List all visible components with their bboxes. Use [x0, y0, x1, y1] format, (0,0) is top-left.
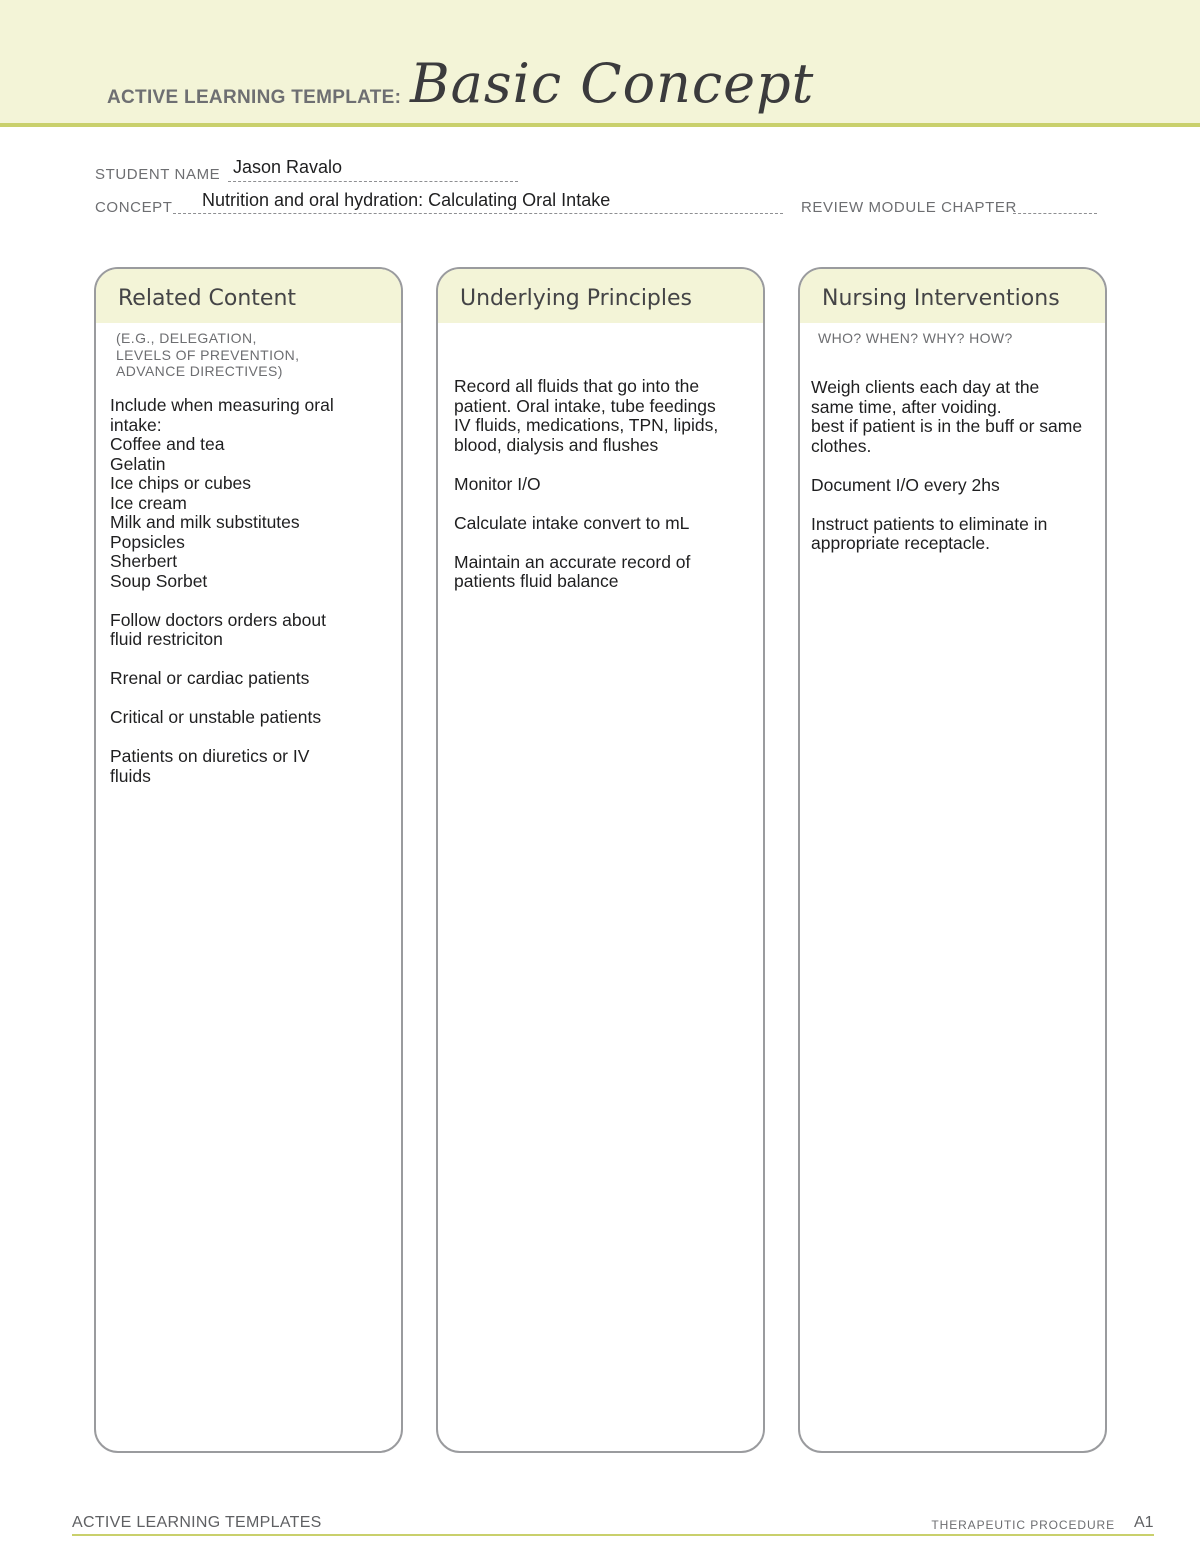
student-name-line — [228, 181, 518, 182]
concept-label: CONCEPT — [95, 199, 173, 216]
header-rule — [0, 123, 1200, 127]
subtitle-line: LEVELS OF PREVENTION, — [116, 346, 300, 363]
nursing-interventions-subtitle: WHO? WHEN? WHY? HOW? — [818, 330, 1013, 346]
principles-paragraph: Monitor I/O — [454, 473, 541, 494]
related-content-title: Related Content — [118, 286, 297, 311]
principles-paragraph: Calculate intake convert to mL — [454, 512, 690, 533]
footer-page-number: A1 — [1134, 1514, 1154, 1531]
interventions-paragraph: Weigh clients each day at the same time, after voiding. best if patient is in the buff or same clothes. — [811, 377, 1083, 456]
concept-field[interactable]: Nutrition and oral hydration: Calculating Oral Intake — [202, 190, 611, 210]
template-title: Basic Concept — [410, 52, 815, 115]
footer-rule — [72, 1534, 1154, 1536]
principles-paragraph: Maintain an accurate record of patients fluid balance — [454, 551, 691, 591]
underlying-principles-body[interactable] — [454, 377, 759, 611]
nursing-interventions-title: Nursing Interventions — [822, 286, 1060, 311]
footer-category: THERAPEUTIC PROCEDURE — [931, 1518, 1115, 1532]
related-content-panel — [94, 267, 403, 1453]
student-name-field[interactable]: Jason Ravalo — [233, 157, 343, 177]
student-name-label: STUDENT NAME — [95, 166, 221, 183]
underlying-principles-title: Underlying Principles — [460, 286, 692, 311]
review-module-line — [1013, 213, 1097, 214]
principles-paragraph: Record all fluids that go into the patient. Oral intake, tube feedings IV fluids, medications, TPN, lipids, blood, dialysis and flushes — [454, 376, 719, 455]
interventions-paragraph: Document I/O every 2hs — [811, 474, 1000, 495]
subtitle-line: ADVANCE DIRECTIVES) — [116, 363, 283, 379]
review-module-label: REVIEW MODULE CHAPTER — [801, 199, 1017, 216]
template-prefix: ACTIVE LEARNING TEMPLATE: — [107, 87, 402, 108]
related-paragraph: Critical or unstable patients — [110, 707, 322, 727]
related-paragraph: Include when measuring oral intake: Coffee and tea Gelatin Ice chips or cubes Ice cream Milk and milk substitutes Popsicles Sherbert Soup Sorbet — [110, 395, 334, 591]
footer-title: ACTIVE LEARNING TEMPLATES — [72, 1514, 322, 1531]
related-paragraph: Patients on diuretics or IV fluids — [110, 746, 310, 786]
underlying-principles-panel — [436, 267, 765, 1453]
interventions-paragraph: Instruct patients to eliminate in appropriate receptacle. — [811, 513, 1048, 553]
concept-line — [173, 213, 783, 214]
related-content-body[interactable] — [110, 396, 395, 806]
related-content-subtitle — [116, 330, 299, 380]
nursing-interventions-body[interactable] — [811, 378, 1107, 573]
related-paragraph: Follow doctors orders about fluid restriciton — [110, 609, 326, 649]
subtitle-line: (E.G., DELEGATION, — [116, 330, 257, 346]
nursing-interventions-panel — [798, 267, 1107, 1453]
related-paragraph: Rrenal or cardiac patients — [110, 668, 310, 688]
